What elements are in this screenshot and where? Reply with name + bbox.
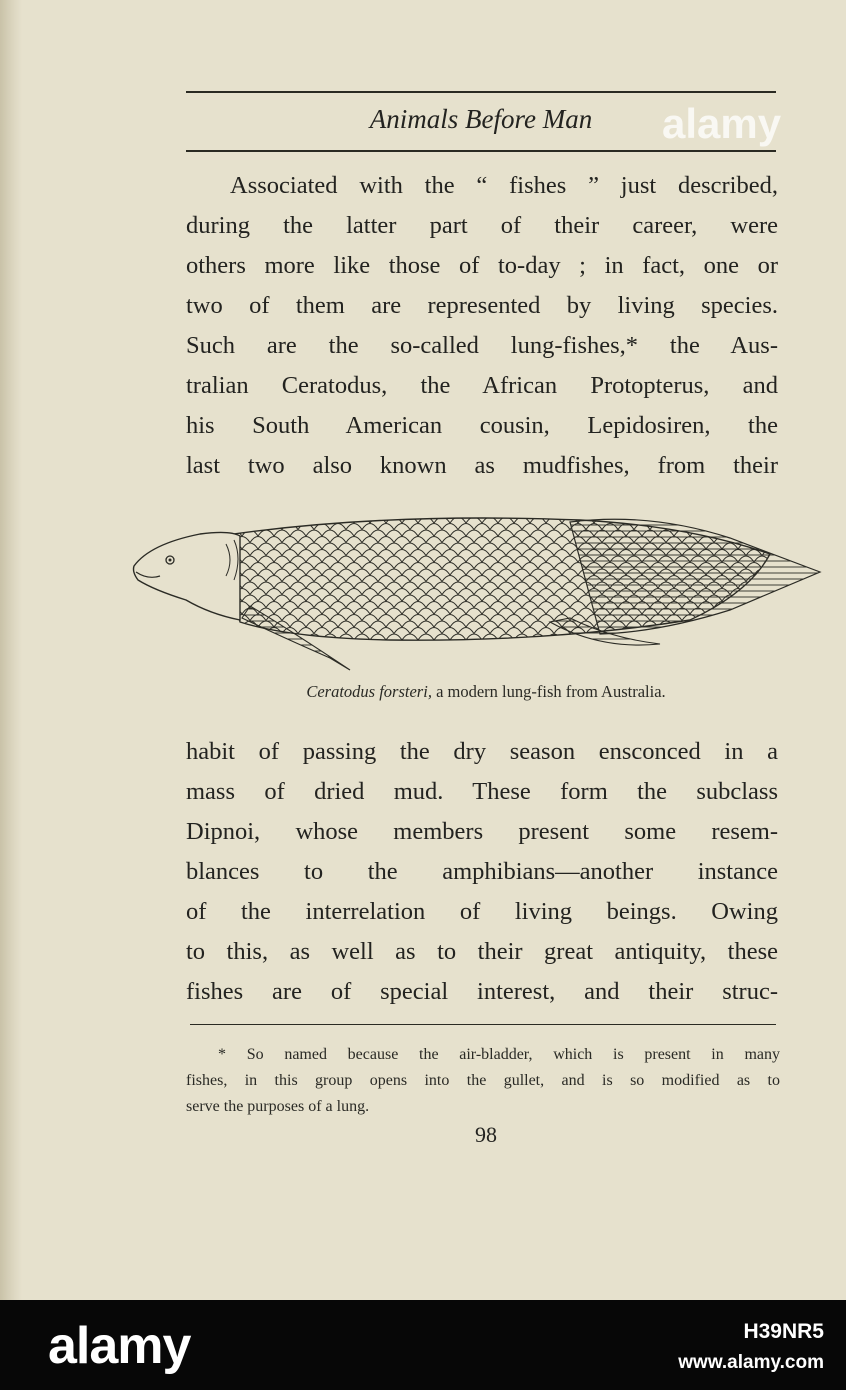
paragraph-2 (186, 732, 778, 1012)
text-line: fishes are of special interest, and their struc- (186, 978, 778, 1005)
text-line: habit of passing the dry season ensconced in a (186, 738, 778, 765)
running-title: Animals Before Man (369, 104, 593, 134)
image-id: H39NR5 (743, 1320, 824, 1343)
text-line: tralian Ceratodus, the African Protopterus, and (186, 372, 778, 399)
caption-species: Ceratodus forsteri, (306, 682, 432, 701)
page-gutter (0, 0, 22, 1300)
text-line: two of them are represented by living species. (186, 292, 778, 319)
text-line: to this, as well as to their great antiquity, these (186, 938, 778, 965)
text-line: his South American cousin, Lepidosiren, the (186, 412, 778, 439)
text-line: last two also known as mudfishes, from their (186, 452, 778, 479)
text-line: during the latter part of their career, were (186, 212, 778, 239)
text-line: Dipnoi, whose members present some resem- (186, 818, 778, 845)
caption-text: a modern lung-fish from Australia. (431, 682, 666, 701)
text-line: mass of dried mud. These form the subclass (186, 778, 778, 805)
paragraph-1 (186, 166, 778, 486)
figure-caption (186, 682, 786, 702)
text-line: Such are the so-called lung-fishes,* the Aus- (186, 332, 778, 359)
watermark-logo: alamy (662, 100, 782, 147)
footnote-line: fishes, in this group opens into the gullet, and is so modified as to (186, 1072, 780, 1089)
page-number: 98 (475, 1122, 497, 1147)
text-line: of the interrelation of living beings. Owing (186, 898, 778, 925)
text-line: blances to the amphibians—another instance (186, 858, 778, 885)
footnote-rule (190, 1024, 776, 1025)
header-rule-top (186, 91, 776, 93)
text-line: Associated with the “ fishes ” just described, (230, 172, 778, 199)
brand-logo: alamy (48, 1317, 191, 1375)
lungfish-illustration (130, 510, 830, 680)
header-rule-bottom (186, 150, 776, 152)
footnote (186, 1042, 780, 1120)
footnote-line: serve the purposes of a lung. (186, 1098, 370, 1115)
site-url: www.alamy.com (678, 1352, 824, 1373)
footnote-line: * So named because the air-bladder, which is present in many (218, 1046, 780, 1063)
stock-banner (0, 1300, 846, 1390)
text-line: others more like those of to-day ; in fact, one or (186, 252, 778, 279)
